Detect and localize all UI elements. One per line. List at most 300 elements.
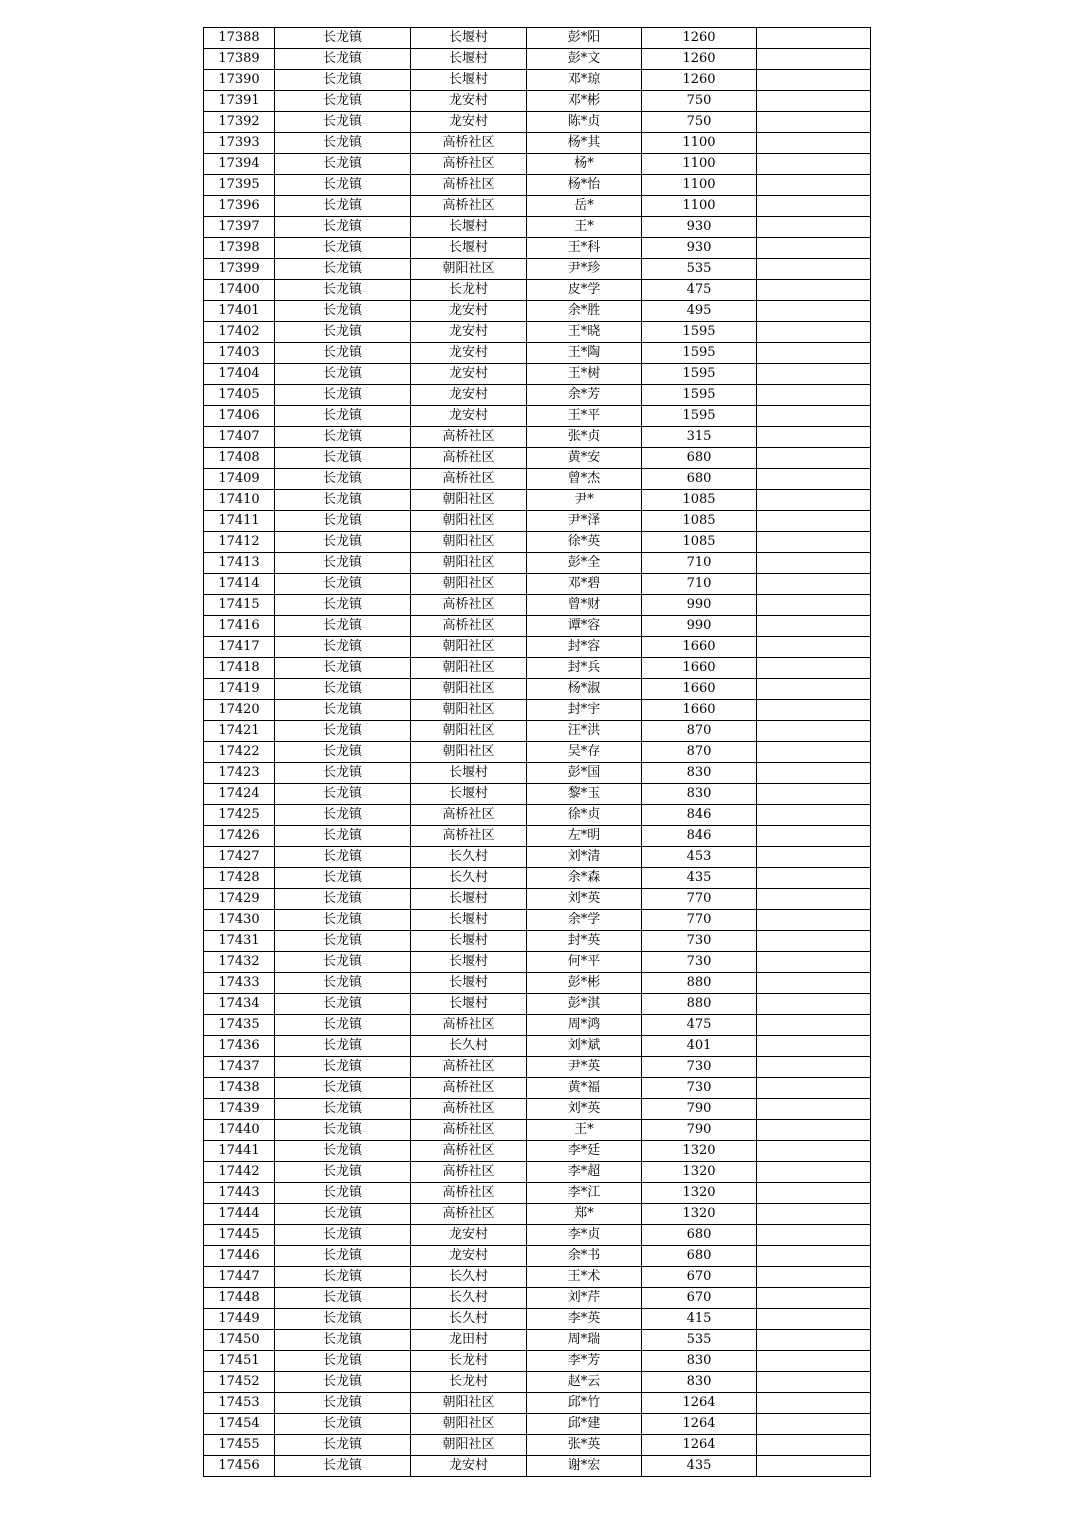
town-cell: 长龙镇 (275, 427, 411, 448)
amount-cell: 1320 (642, 1141, 757, 1162)
village-cell: 高桥社区 (411, 805, 527, 826)
table-row (204, 1036, 871, 1057)
village-cell: 龙安村 (411, 343, 527, 364)
row-number-cell: 17438 (204, 1078, 275, 1099)
name-cell: 杨*怡 (527, 175, 642, 196)
note-cell (757, 763, 871, 784)
row-number-cell: 17418 (204, 658, 275, 679)
amount-cell: 1595 (642, 322, 757, 343)
row-number-cell: 17432 (204, 952, 275, 973)
row-number-cell: 17450 (204, 1330, 275, 1351)
table-row (204, 259, 871, 280)
row-number-cell: 17390 (204, 70, 275, 91)
amount-cell: 680 (642, 469, 757, 490)
amount-cell: 830 (642, 784, 757, 805)
note-cell (757, 1246, 871, 1267)
village-cell: 长堰村 (411, 952, 527, 973)
table-row (204, 679, 871, 700)
row-number-cell: 17441 (204, 1141, 275, 1162)
amount-cell: 830 (642, 1351, 757, 1372)
table-row (204, 700, 871, 721)
name-cell: 封*兵 (527, 658, 642, 679)
town-cell: 长龙镇 (275, 1183, 411, 1204)
name-cell: 封*英 (527, 931, 642, 952)
note-cell (757, 1435, 871, 1456)
village-cell: 朝阳社区 (411, 658, 527, 679)
town-cell: 长龙镇 (275, 805, 411, 826)
name-cell: 赵*云 (527, 1372, 642, 1393)
village-cell: 朝阳社区 (411, 1435, 527, 1456)
table-row (204, 763, 871, 784)
amount-cell: 846 (642, 826, 757, 847)
row-number-cell: 17405 (204, 385, 275, 406)
name-cell: 杨*其 (527, 133, 642, 154)
table-row (204, 826, 871, 847)
village-cell: 长堰村 (411, 763, 527, 784)
name-cell: 王* (527, 217, 642, 238)
note-cell (757, 1141, 871, 1162)
row-number-cell: 17395 (204, 175, 275, 196)
name-cell: 彭*国 (527, 763, 642, 784)
amount-cell: 790 (642, 1120, 757, 1141)
amount-cell: 1320 (642, 1162, 757, 1183)
note-cell (757, 532, 871, 553)
table-row (204, 1225, 871, 1246)
row-number-cell: 17447 (204, 1267, 275, 1288)
table-row (204, 1183, 871, 1204)
amount-cell: 495 (642, 301, 757, 322)
amount-cell: 670 (642, 1267, 757, 1288)
name-cell: 王* (527, 1120, 642, 1141)
table-row (204, 910, 871, 931)
table-row (204, 490, 871, 511)
village-cell: 高桥社区 (411, 826, 527, 847)
note-cell (757, 217, 871, 238)
town-cell: 长龙镇 (275, 1267, 411, 1288)
amount-cell: 1100 (642, 196, 757, 217)
note-cell (757, 637, 871, 658)
note-cell (757, 1078, 871, 1099)
table-row (204, 511, 871, 532)
note-cell (757, 952, 871, 973)
town-cell: 长龙镇 (275, 931, 411, 952)
town-cell: 长龙镇 (275, 322, 411, 343)
town-cell: 长龙镇 (275, 1330, 411, 1351)
village-cell: 长堰村 (411, 910, 527, 931)
amount-cell: 1085 (642, 532, 757, 553)
town-cell: 长龙镇 (275, 1057, 411, 1078)
town-cell: 长龙镇 (275, 1120, 411, 1141)
name-cell: 邓*琼 (527, 70, 642, 91)
table-row (204, 1288, 871, 1309)
amount-cell: 475 (642, 280, 757, 301)
note-cell (757, 1372, 871, 1393)
note-cell (757, 175, 871, 196)
table-row (204, 133, 871, 154)
town-cell: 长龙镇 (275, 595, 411, 616)
note-cell (757, 49, 871, 70)
table-row (204, 721, 871, 742)
name-cell: 徐*贞 (527, 805, 642, 826)
table-row (204, 196, 871, 217)
table-row (204, 616, 871, 637)
amount-cell: 670 (642, 1288, 757, 1309)
amount-cell: 730 (642, 931, 757, 952)
village-cell: 高桥社区 (411, 595, 527, 616)
note-cell (757, 1393, 871, 1414)
name-cell: 李*江 (527, 1183, 642, 1204)
name-cell: 余*森 (527, 868, 642, 889)
name-cell: 张*贞 (527, 427, 642, 448)
name-cell: 皮*学 (527, 280, 642, 301)
row-number-cell: 17426 (204, 826, 275, 847)
table-row (204, 301, 871, 322)
note-cell (757, 133, 871, 154)
village-cell: 高桥社区 (411, 1183, 527, 1204)
table-row (204, 805, 871, 826)
row-number-cell: 17408 (204, 448, 275, 469)
amount-cell: 1320 (642, 1183, 757, 1204)
town-cell: 长龙镇 (275, 1141, 411, 1162)
town-cell: 长龙镇 (275, 511, 411, 532)
row-number-cell: 17406 (204, 406, 275, 427)
row-number-cell: 17442 (204, 1162, 275, 1183)
table-row (204, 469, 871, 490)
amount-cell: 1260 (642, 70, 757, 91)
town-cell: 长龙镇 (275, 616, 411, 637)
town-cell: 长龙镇 (275, 364, 411, 385)
note-cell (757, 343, 871, 364)
row-number-cell: 17431 (204, 931, 275, 952)
row-number-cell: 17412 (204, 532, 275, 553)
village-cell: 高桥社区 (411, 1141, 527, 1162)
table-row (204, 217, 871, 238)
row-number-cell: 17430 (204, 910, 275, 931)
table-row (204, 112, 871, 133)
name-cell: 陈*贞 (527, 112, 642, 133)
village-cell: 朝阳社区 (411, 679, 527, 700)
row-number-cell: 17427 (204, 847, 275, 868)
town-cell: 长龙镇 (275, 112, 411, 133)
town-cell: 长龙镇 (275, 490, 411, 511)
amount-cell: 750 (642, 91, 757, 112)
note-cell (757, 238, 871, 259)
amount-cell: 1595 (642, 343, 757, 364)
note-cell (757, 1183, 871, 1204)
table-row (204, 553, 871, 574)
town-cell: 长龙镇 (275, 910, 411, 931)
note-cell (757, 1120, 871, 1141)
note-cell (757, 28, 871, 49)
village-cell: 高桥社区 (411, 448, 527, 469)
table-row (204, 1456, 871, 1477)
town-cell: 长龙镇 (275, 784, 411, 805)
table-row (204, 70, 871, 91)
note-cell (757, 973, 871, 994)
row-number-cell: 17415 (204, 595, 275, 616)
village-cell: 长堰村 (411, 784, 527, 805)
village-cell: 龙安村 (411, 91, 527, 112)
row-number-cell: 17407 (204, 427, 275, 448)
name-cell: 邓*碧 (527, 574, 642, 595)
amount-cell: 880 (642, 994, 757, 1015)
row-number-cell: 17397 (204, 217, 275, 238)
name-cell: 封*宇 (527, 700, 642, 721)
town-cell: 长龙镇 (275, 70, 411, 91)
town-cell: 长龙镇 (275, 700, 411, 721)
town-cell: 长龙镇 (275, 259, 411, 280)
table-row (204, 385, 871, 406)
note-cell (757, 1099, 871, 1120)
name-cell: 余*胜 (527, 301, 642, 322)
row-number-cell: 17388 (204, 28, 275, 49)
town-cell: 长龙镇 (275, 553, 411, 574)
village-cell: 高桥社区 (411, 1078, 527, 1099)
table-row (204, 1141, 871, 1162)
name-cell: 王*陶 (527, 343, 642, 364)
amount-cell: 1595 (642, 385, 757, 406)
amount-cell: 846 (642, 805, 757, 826)
note-cell (757, 301, 871, 322)
name-cell: 岳* (527, 196, 642, 217)
name-cell: 谢*宏 (527, 1456, 642, 1477)
town-cell: 长龙镇 (275, 1036, 411, 1057)
table-row (204, 658, 871, 679)
row-number-cell: 17423 (204, 763, 275, 784)
village-cell: 长久村 (411, 1288, 527, 1309)
table-row (204, 280, 871, 301)
village-cell: 龙安村 (411, 385, 527, 406)
name-cell: 彭*全 (527, 553, 642, 574)
table-row (204, 574, 871, 595)
amount-cell: 401 (642, 1036, 757, 1057)
name-cell: 彭*阳 (527, 28, 642, 49)
note-cell (757, 511, 871, 532)
village-cell: 朝阳社区 (411, 1414, 527, 1435)
note-cell (757, 994, 871, 1015)
amount-cell: 790 (642, 1099, 757, 1120)
town-cell: 长龙镇 (275, 532, 411, 553)
name-cell: 彭*文 (527, 49, 642, 70)
row-number-cell: 17394 (204, 154, 275, 175)
village-cell: 朝阳社区 (411, 553, 527, 574)
village-cell: 朝阳社区 (411, 1393, 527, 1414)
row-number-cell: 17416 (204, 616, 275, 637)
table-row (204, 742, 871, 763)
row-number-cell: 17403 (204, 343, 275, 364)
row-number-cell: 17391 (204, 91, 275, 112)
note-cell (757, 1309, 871, 1330)
row-number-cell: 17428 (204, 868, 275, 889)
row-number-cell: 17435 (204, 1015, 275, 1036)
note-cell (757, 280, 871, 301)
town-cell: 长龙镇 (275, 1015, 411, 1036)
town-cell: 长龙镇 (275, 742, 411, 763)
row-number-cell: 17402 (204, 322, 275, 343)
amount-cell: 990 (642, 595, 757, 616)
row-number-cell: 17420 (204, 700, 275, 721)
town-cell: 长龙镇 (275, 406, 411, 427)
row-number-cell: 17433 (204, 973, 275, 994)
row-number-cell: 17455 (204, 1435, 275, 1456)
note-cell (757, 196, 871, 217)
town-cell: 长龙镇 (275, 301, 411, 322)
village-cell: 长堰村 (411, 49, 527, 70)
row-number-cell: 17409 (204, 469, 275, 490)
amount-cell: 880 (642, 973, 757, 994)
amount-cell: 1100 (642, 154, 757, 175)
row-number-cell: 17446 (204, 1246, 275, 1267)
village-cell: 长堰村 (411, 70, 527, 91)
name-cell: 杨* (527, 154, 642, 175)
row-number-cell: 17392 (204, 112, 275, 133)
amount-cell: 1085 (642, 511, 757, 532)
town-cell: 长龙镇 (275, 1309, 411, 1330)
town-cell: 长龙镇 (275, 826, 411, 847)
row-number-cell: 17410 (204, 490, 275, 511)
table-row (204, 595, 871, 616)
amount-cell: 1660 (642, 637, 757, 658)
table-row (204, 637, 871, 658)
name-cell: 周*鸿 (527, 1015, 642, 1036)
note-cell (757, 70, 871, 91)
table-row (204, 154, 871, 175)
amount-cell: 870 (642, 721, 757, 742)
row-number-cell: 17401 (204, 301, 275, 322)
village-cell: 朝阳社区 (411, 700, 527, 721)
village-cell: 长堰村 (411, 973, 527, 994)
name-cell: 邱*竹 (527, 1393, 642, 1414)
village-cell: 高桥社区 (411, 154, 527, 175)
village-cell: 高桥社区 (411, 1204, 527, 1225)
village-cell: 长久村 (411, 868, 527, 889)
town-cell: 长龙镇 (275, 1162, 411, 1183)
amount-cell: 1260 (642, 49, 757, 70)
town-cell: 长龙镇 (275, 1372, 411, 1393)
row-number-cell: 17444 (204, 1204, 275, 1225)
note-cell (757, 889, 871, 910)
village-cell: 朝阳社区 (411, 574, 527, 595)
village-cell: 龙安村 (411, 406, 527, 427)
table-row (204, 238, 871, 259)
town-cell: 长龙镇 (275, 1414, 411, 1435)
table-row (204, 1393, 871, 1414)
village-cell: 龙安村 (411, 1225, 527, 1246)
table-row (204, 427, 871, 448)
name-cell: 彭*淇 (527, 994, 642, 1015)
name-cell: 彭*彬 (527, 973, 642, 994)
note-cell (757, 1015, 871, 1036)
row-number-cell: 17429 (204, 889, 275, 910)
row-number-cell: 17413 (204, 553, 275, 574)
name-cell: 曾*财 (527, 595, 642, 616)
note-cell (757, 574, 871, 595)
note-cell (757, 448, 871, 469)
row-number-cell: 17393 (204, 133, 275, 154)
town-cell: 长龙镇 (275, 658, 411, 679)
note-cell (757, 1456, 871, 1477)
note-cell (757, 1162, 871, 1183)
row-number-cell: 17404 (204, 364, 275, 385)
row-number-cell: 17434 (204, 994, 275, 1015)
town-cell: 长龙镇 (275, 847, 411, 868)
village-cell: 长堰村 (411, 931, 527, 952)
note-cell (757, 931, 871, 952)
name-cell: 邱*建 (527, 1414, 642, 1435)
table-row (204, 1078, 871, 1099)
note-cell (757, 154, 871, 175)
name-cell: 汪*洪 (527, 721, 642, 742)
name-cell: 邓*彬 (527, 91, 642, 112)
village-cell: 朝阳社区 (411, 259, 527, 280)
amount-cell: 435 (642, 1456, 757, 1477)
row-number-cell: 17398 (204, 238, 275, 259)
row-number-cell: 17411 (204, 511, 275, 532)
village-cell: 高桥社区 (411, 1057, 527, 1078)
note-cell (757, 427, 871, 448)
name-cell: 余*书 (527, 1246, 642, 1267)
town-cell: 长龙镇 (275, 238, 411, 259)
row-number-cell: 17421 (204, 721, 275, 742)
row-number-cell: 17424 (204, 784, 275, 805)
name-cell: 王*科 (527, 238, 642, 259)
village-cell: 长久村 (411, 1036, 527, 1057)
row-number-cell: 17417 (204, 637, 275, 658)
row-number-cell: 17456 (204, 1456, 275, 1477)
village-cell: 朝阳社区 (411, 742, 527, 763)
row-number-cell: 17451 (204, 1351, 275, 1372)
table-row (204, 889, 871, 910)
amount-cell: 1595 (642, 364, 757, 385)
row-number-cell: 17436 (204, 1036, 275, 1057)
row-number-cell: 17453 (204, 1393, 275, 1414)
town-cell: 长龙镇 (275, 1393, 411, 1414)
town-cell: 长龙镇 (275, 1288, 411, 1309)
table-row (204, 343, 871, 364)
row-number-cell: 17422 (204, 742, 275, 763)
note-cell (757, 469, 871, 490)
note-cell (757, 490, 871, 511)
town-cell: 长龙镇 (275, 469, 411, 490)
name-cell: 李*贞 (527, 1225, 642, 1246)
note-cell (757, 784, 871, 805)
town-cell: 长龙镇 (275, 994, 411, 1015)
row-number-cell: 17419 (204, 679, 275, 700)
amount-cell: 680 (642, 448, 757, 469)
village-cell: 长龙村 (411, 280, 527, 301)
note-cell (757, 406, 871, 427)
table-row (204, 973, 871, 994)
name-cell: 尹* (527, 490, 642, 511)
table-row (204, 952, 871, 973)
note-cell (757, 616, 871, 637)
village-cell: 龙安村 (411, 1246, 527, 1267)
village-cell: 朝阳社区 (411, 490, 527, 511)
table-row (204, 1246, 871, 1267)
row-number-cell: 17399 (204, 259, 275, 280)
name-cell: 李*英 (527, 1309, 642, 1330)
village-cell: 高桥社区 (411, 1162, 527, 1183)
village-cell: 朝阳社区 (411, 532, 527, 553)
amount-cell: 1660 (642, 658, 757, 679)
village-cell: 朝阳社区 (411, 721, 527, 742)
name-cell: 周*瑞 (527, 1330, 642, 1351)
name-cell: 封*容 (527, 637, 642, 658)
name-cell: 王*晓 (527, 322, 642, 343)
town-cell: 长龙镇 (275, 175, 411, 196)
note-cell (757, 91, 871, 112)
village-cell: 高桥社区 (411, 133, 527, 154)
